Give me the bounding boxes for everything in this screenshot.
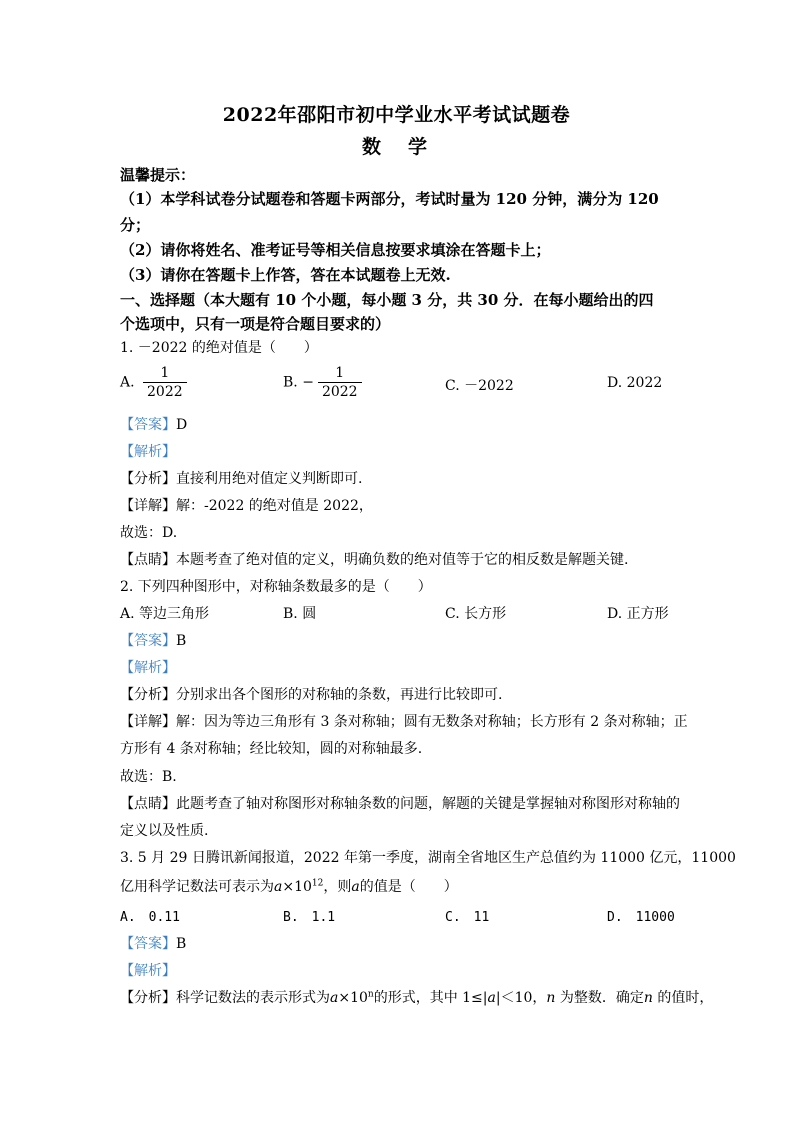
q3-analysis-text-5: 的值时， [652,990,714,1006]
q1-stem: 1. －2022 的绝对值是（ ） [120,340,318,356]
q3-option-a: A. 0.11 [120,910,180,925]
q1-option-b-fraction [318,364,362,401]
q2-option-a: A. 等边三角形 [120,606,210,622]
answer-tag: 【答案】 [120,936,176,952]
q1-option-d: D. 2022 [607,375,663,391]
tips-line-1b: 分； [120,216,151,234]
q2-detail-text-b: 方形有 4 条对称轴；经比较知，圆的对称轴最多. [120,741,423,757]
q1-choice: 故选：D. [120,525,178,541]
q1-remark [120,549,680,569]
q1-option-a-fraction [143,364,187,401]
q3-analysis-var-n: n [546,990,556,1006]
q1-detail [120,495,680,515]
q3-times-ten: ×10 [282,879,312,895]
tips-line-2: （2）请你将姓名、准考证号等相关信息按要求填涂在答题卡上； [120,241,551,259]
q1-jiexi-tag: 【解析】 [120,444,176,460]
q3-analysis-var-a: a [330,990,339,1006]
q1-option-a-label: A. [120,374,135,391]
q3-jiexi-tag: 【解析】 [120,963,176,979]
q1-option-b-numerator: 1 [335,365,345,381]
q3-stem-b-then: ，则 [323,879,352,895]
q3-analysis-text-4: 为整数．确定 [555,990,644,1006]
q1-option-b-denominator: 2022 [318,382,362,401]
q2-option-b: B. 圆 [283,606,317,622]
q3-analysis-var-a2: a [487,990,496,1006]
q3-answer-value: B [176,936,187,952]
section-heading-a: 一、选择题（本大题有 10 个小题，每小题 3 分，共 30 分．在每小题给出的四 [120,291,654,309]
q2-option-d: D. 正方形 [607,606,669,622]
q1-option-c: C. －2022 [445,378,514,394]
q3-analysis-text-3: |＜10， [495,990,547,1006]
q1-answer [120,414,680,434]
q2-analysis-text: 分别求出各个图形的对称轴的条数，再进行比较即可. [176,687,503,703]
tips-line-1: （1）本学科试卷分试题卷和答题卡两部分，考试时量为 120 分钟，满分为 120 [120,190,659,208]
q2-remark-text-a: 此题考查了轴对称图形对称轴条数的问题，解题的关键是掌握轴对称图形对称轴的 [176,796,680,812]
q2-jiexi-tag: 【解析】 [120,660,176,676]
q1-detail-text: 解：-2022 的绝对值是 2022， [176,498,373,514]
q1-option-b-label: B. [283,374,298,391]
q3-stem-a: 3. 5 月 29 日腾讯新闻报道，2022 年第一季度，湖南全省地区生产总值约为 11000 亿元，11000 [120,850,736,866]
remark-tag: 【点睛】 [120,552,176,568]
answer-tag: 【答案】 [120,417,176,433]
q2-remark-text-b: 定义以及性质. [120,823,209,839]
q3-stem-b-end: 的值是（ ） [359,879,458,895]
q2-detail-text-a: 解：因为等边三角形有 3 条对称轴；圆有无数条对称轴；长方形有 2 条对称轴；正 [176,714,688,730]
q3-option-d: D. 11000 [607,910,675,925]
q2-remark [120,793,680,813]
q1-option-b [283,364,362,401]
q1-option-a-numerator: 1 [160,365,170,381]
q2-analysis [120,684,680,704]
remark-tag: 【点睛】 [120,796,176,812]
tips-heading: 温馨提示： [120,166,196,184]
q3-exponent: 12 [311,878,324,889]
q3-option-c: C. 11 [445,910,490,925]
analysis-tag: 【分析】 [120,471,176,487]
analysis-tag: 【分析】 [120,990,176,1006]
detail-tag: 【详解】 [120,714,176,730]
q2-option-c: C. 长方形 [445,606,507,622]
q3-answer [120,933,680,953]
subject-title: 数 学 [361,136,431,158]
q3-var-a: a [274,879,283,895]
answer-tag: 【答案】 [120,633,176,649]
q2-choice: 故选：B. [120,769,177,785]
q1-remark-text: 本题考查了绝对值的定义，明确负数的绝对值等于它的相反数是解题关键. [176,552,629,568]
q3-option-b: B. 1.1 [283,910,336,925]
q3-stem-b [120,876,680,896]
q3-analysis [120,987,714,1007]
q1-option-a [120,364,187,401]
q1-answer-value: D [176,417,188,433]
q3-stem-b-text: 亿用科学记数法可表示为 [120,879,274,895]
q3-analysis-text-1: 科学记数法的表示形式为 [176,990,330,1006]
detail-tag: 【详解】 [120,498,176,514]
q1-analysis-text: 直接利用绝对值定义判断即可. [176,471,363,487]
q1-option-a-denominator: 2022 [143,382,187,401]
q3-analysis-exp-n: n [367,989,374,1000]
q2-answer [120,630,680,650]
q2-detail [120,711,688,731]
q2-answer-value: B [176,633,187,649]
q3-var-a2: a [351,879,360,895]
page-title: 2022年邵阳市初中学业水平考试试题卷 [222,104,571,126]
q2-stem: 2. 下列四种图形中，对称轴条数最多的是（ ） [120,579,432,595]
q3-analysis-text-2: 的形式，其中 1≤| [373,990,488,1006]
tips-line-3: （3）请你在答题卡上作答，答在本试题卷上无效. [120,266,451,284]
q1-option-b-sign: − [302,374,314,391]
q1-analysis [120,468,680,488]
section-heading-b: 个选项中，只有一项是符合题目要求的） [120,315,391,333]
q3-analysis-times: ×10 [338,990,368,1006]
q3-analysis-var-n2: n [643,990,653,1006]
analysis-tag: 【分析】 [120,687,176,703]
